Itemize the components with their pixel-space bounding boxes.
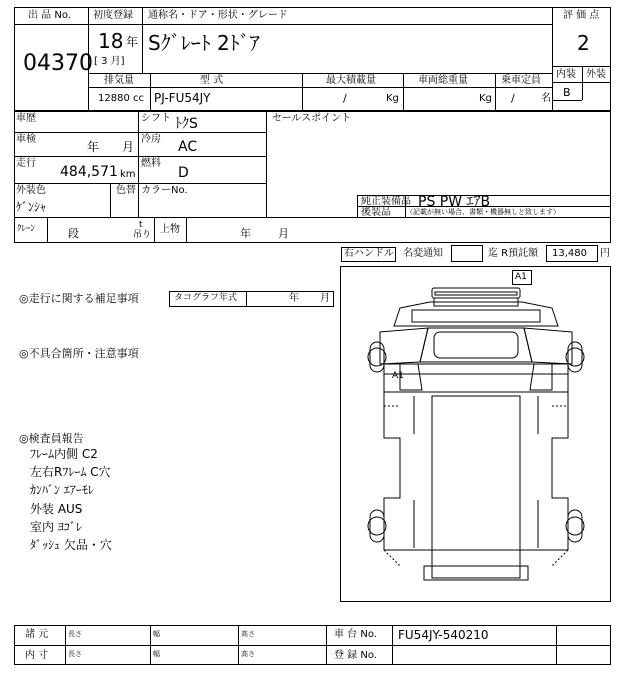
divider [552,82,611,83]
color-code-label: カラーNo. [141,185,188,196]
model-grade-label: 通称名・ドア・形状・グレード [148,10,288,21]
divider [142,7,143,73]
inspection-label: 車検 [16,134,36,145]
height-label: 高さ [241,630,255,638]
inspection-year-unit: 年 [87,140,100,154]
divider [392,625,393,665]
displacement-unit: cc [133,93,144,104]
capacity-unit: 名 [541,93,551,104]
divider [302,73,303,111]
color-value: ｹﾞﾝｼｬ [16,200,47,214]
inspector-line: 左右Rﾌﾚｰﾑ C穴 [30,465,111,479]
sales-point-label: セールスポイント [272,113,352,124]
divider [238,625,239,665]
width-label: 幅 [153,650,160,658]
tachograph-label: タコグラフ年式 [174,293,238,303]
reg-year-unit: 年 [126,35,139,49]
divider [582,66,583,100]
divider [150,625,151,665]
displacement-value: 12880 [98,93,130,104]
divider [495,73,496,111]
aftermarket-note: （記載が無い場合、書類・機器無しと致します） [406,208,560,216]
deposit-unit: 円 [600,248,610,259]
color-change-label: 色替 [116,185,136,196]
divider [246,291,247,307]
gross-weight-label: 車両総重量 [418,75,468,86]
mileage-label: 走行 [16,158,36,169]
crane-label: ｸﾚｰﾝ [17,224,36,234]
divider [326,625,327,665]
grade-score-label: 評 価 点 [563,10,600,21]
divider [14,156,266,157]
divider [150,73,151,111]
crane-hang-unit: 吊り [133,230,152,240]
divider [88,87,552,88]
divider [14,183,266,184]
interior-label: 内装 [556,69,576,80]
driving-notes-label: ◎走行に関する補足事項 [19,292,139,305]
crane-ton-unit: t [139,220,143,230]
divider [65,625,66,665]
capacity-value: / [511,92,515,105]
interior-dims-label: 内 寸 [25,650,49,661]
upper-label: 上物 [160,224,180,235]
aftermarket-label: 後装品 [361,207,391,218]
max-load-value: / [343,92,347,105]
inspector-label: ◎検査員報告 [19,432,84,445]
ac-value: AC [178,139,198,155]
equipment-label: 純正装備品 [361,196,411,207]
capacity-label: 乗車定員 [501,75,541,86]
inspection-month-unit: 月 [122,140,135,154]
mileage-recall-label: 迄 R預託額 [488,248,539,259]
divider [266,111,267,217]
length-label: 長さ [68,630,82,638]
rhd-label: 右ハンドル [344,248,394,259]
mileage-unit: km [120,169,136,180]
first-reg-label: 初度登録 [93,10,133,21]
exterior-label: 外装 [586,69,606,80]
gross-weight-unit: Kg [479,93,492,104]
divider [552,7,553,111]
mileage-value: 484,571 [60,164,118,180]
reg-no-label: 登 録 No. [334,650,377,661]
length-label: 長さ [68,650,82,658]
divider [403,73,404,111]
upper-month-unit: 月 [278,227,289,240]
model-code-label: 型 式 [200,75,224,86]
tachograph-year-unit: 年 [289,293,299,304]
damage-mark: A1 [515,272,527,282]
divider [14,24,88,25]
inspector-line: ｶﾝﾊﾞﾝ ｴｱｰﾓﾚ [30,483,94,497]
score-value: 2 [577,31,590,55]
chassis-label: 車 台 No. [334,629,377,640]
divider [552,100,582,101]
color-label: 外装色 [16,185,46,196]
lot-number: 04370 [23,51,93,76]
vehicle-name: Sｸﾞﾚｰﾄ 2ﾄﾞｱ [148,31,260,55]
inspector-line: ﾀﾞｯｼｭ 欠品・穴 [30,538,112,552]
reg-year: 18 [98,29,124,53]
name-change-label: 名変通知 [403,248,443,259]
history-label: 車歴 [16,113,36,124]
name-change-box [451,245,483,262]
damage-mark: A1 [392,371,404,381]
inspector-line: 室内 ﾖｺﾞﾚ [30,520,82,534]
divider [88,24,552,25]
fuel-label: 燃料 [141,158,161,169]
model-code-value: PJ-FU54JY [154,91,211,105]
divider [556,625,557,665]
reg-month: [ 3 月] [94,56,125,67]
max-load-label: 最大積載量 [326,75,376,86]
truck-diagram [340,266,611,602]
divider [14,132,266,133]
width-label: 幅 [153,630,160,638]
inspector-line: 外装 AUS [30,502,83,516]
divider [154,217,155,243]
divider [110,183,111,217]
inspector-line: ﾌﾚｰﾑ内側 C2 [30,447,98,461]
height-label: 高さ [241,650,255,658]
divider [14,217,611,218]
ac-label: 冷房 [141,134,161,145]
divider [47,217,48,243]
divider [88,73,552,74]
fuel-value: D [178,165,189,181]
defects-label: ◎不具合箇所・注意事項 [19,347,139,360]
divider [138,111,139,217]
displacement-label: 排気量 [104,75,134,86]
interior-score: B [563,86,571,99]
deposit-value: 13,480 [552,248,587,259]
divider [14,645,611,646]
shift-label: シフト [141,113,171,124]
shift-value: ﾄｸS [175,116,198,132]
max-load-unit: Kg [386,93,399,104]
upper-year-unit: 年 [240,227,251,240]
equipment-value: PS PW ｴｱB [418,194,491,210]
tachograph-month-unit: 月 [320,293,330,304]
dims-label: 諸 元 [25,629,49,640]
crane-stage-unit: 段 [68,227,79,240]
lot-label: 出 品 No. [28,10,71,21]
chassis-value: FU54JY-540210 [398,628,489,642]
divider [186,217,187,243]
